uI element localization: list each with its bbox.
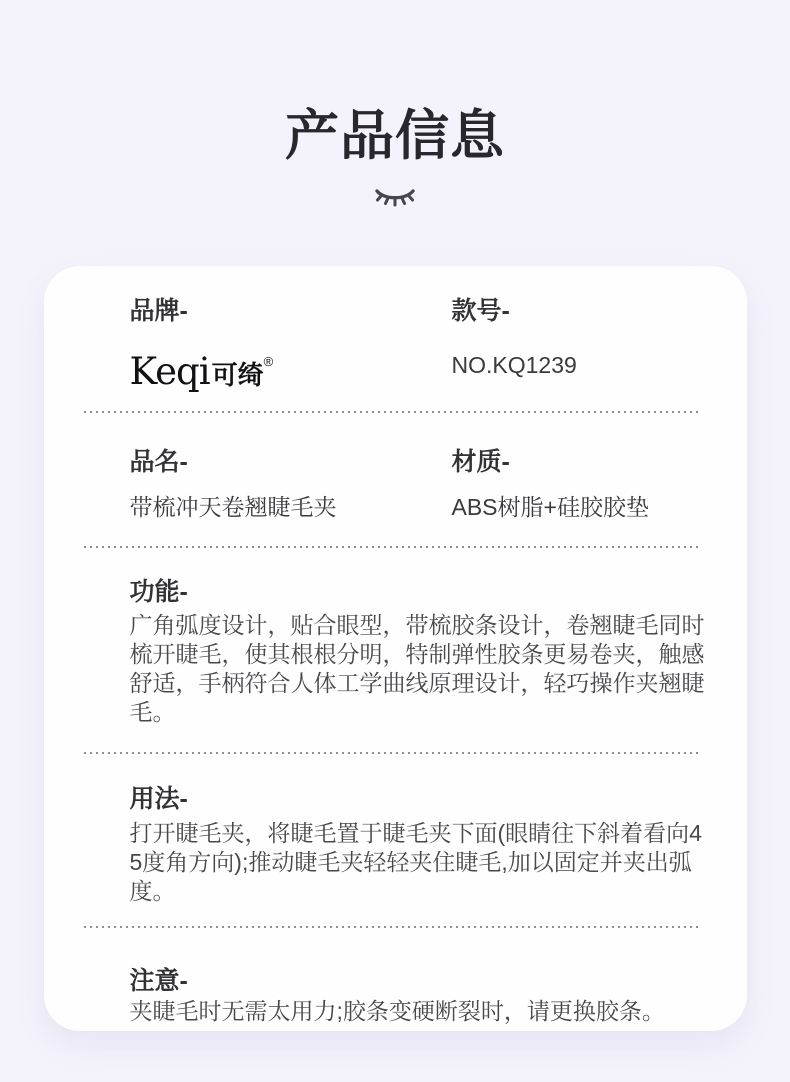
- material-value: ABS树脂+硅胶胶垫: [451, 493, 649, 520]
- brand-model-row: [84, 296, 702, 399]
- divider: [84, 926, 702, 928]
- page-title: 产品信息: [285, 106, 505, 166]
- name-material-row: [84, 447, 702, 522]
- divider: [84, 546, 702, 548]
- function-label: 功能-: [129, 577, 188, 606]
- product-info-card: [44, 266, 747, 1031]
- material-label: 材质-: [451, 447, 510, 476]
- closed-eye-lash-icon: [0, 185, 790, 209]
- model-label: 款号-: [451, 296, 510, 325]
- notice-text: 夹睫毛时无需太用力;胶条变硬断裂时，请更换胶条。: [129, 997, 665, 1024]
- material-cell: [452, 447, 702, 522]
- notice-label: 注意-: [129, 966, 188, 995]
- brand-logo-latin: Keqi: [129, 349, 210, 393]
- model-cell: [452, 296, 702, 399]
- brand-cell: [84, 296, 452, 399]
- divider: [84, 411, 702, 413]
- product-name-cell: [84, 447, 452, 522]
- registered-trademark-symbol: ®: [263, 353, 274, 369]
- brand-logo-chinese: 可绮: [211, 359, 264, 390]
- brand-label: 品牌-: [129, 296, 188, 325]
- usage-text: 打开睫毛夹，将睫毛置于睫毛夹下面(眼睛往下斜着看向45度角方向);推动睫毛夹轻轻夹住睫毛,加以固定并夹出弧度。: [129, 819, 702, 904]
- brand-logo: [130, 343, 452, 399]
- usage-label: 用法-: [129, 784, 188, 813]
- divider: [84, 752, 702, 754]
- product-name-value: 带梳冲天卷翘睫毛夹: [129, 493, 337, 520]
- product-name-label: 品名-: [129, 447, 188, 476]
- function-text: 广角弧度设计，贴合眼型，带梳胶条设计，卷翘睫毛同时梳开睫毛，使其根根分明，特制弹性胶条更易卷夹，触感舒适，手柄符合人体工学曲线原理设计，轻巧操作夹翘睫毛。: [129, 611, 705, 725]
- model-value: NO.KQ1239: [451, 351, 577, 378]
